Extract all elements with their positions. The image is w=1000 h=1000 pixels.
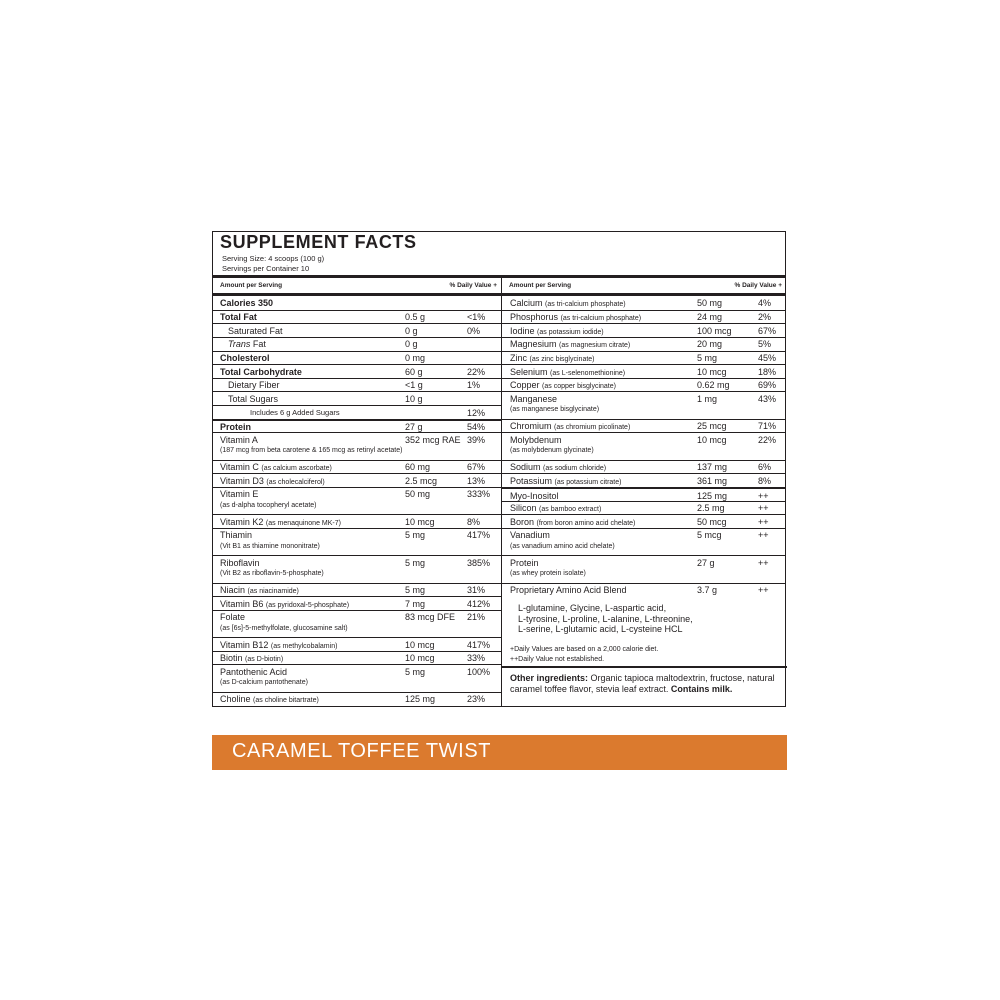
nutrient-source-note: (as vanadium amino acid chelate): [510, 542, 615, 550]
nutrient-source-note: (Vit B2 as riboflavin-5-phosphate): [220, 570, 324, 578]
nutrient-row: [213, 692, 501, 706]
nutrient-amount: 1 mg: [697, 393, 718, 404]
footnote-divider: [502, 666, 787, 668]
nutrient-row: [213, 310, 501, 324]
nutrient-amount: 2.5 mg: [697, 503, 725, 514]
nutrient-name: [510, 394, 557, 404]
nutrient-name: [510, 298, 626, 308]
nutrient-row: [502, 528, 786, 555]
nutrient-row: [502, 473, 786, 487]
nutrient-amount: 352 mcg RAE: [405, 434, 461, 445]
right-header-amount: Amount per Serving: [509, 282, 572, 289]
right-column: [502, 278, 786, 596]
nutrient-daily-value: 54%: [467, 422, 486, 433]
nutrient-source: (as potassium iodide): [537, 328, 604, 336]
nutrient-daily-value: 21%: [467, 612, 486, 623]
nutrient-amount: 10 mcg: [405, 639, 435, 650]
allergen-statement: Contains milk.: [670, 684, 733, 694]
blend-line: L-glutamine, Glycine, L-aspartic acid,: [518, 603, 667, 613]
nutrient-daily-value: ++: [758, 557, 769, 568]
nutrient-source: (as chromium picolinate): [554, 424, 631, 432]
nutrient-row: [502, 364, 786, 378]
nutrient-row: [213, 351, 501, 365]
nutrient-name-text: Total Sugars: [228, 393, 279, 404]
nutrient-amount: 5 mg: [405, 530, 426, 541]
nutrient-daily-value: 6%: [758, 462, 772, 473]
nutrient-name-text: Includes 6 g Added Sugars: [250, 407, 340, 417]
nutrient-row: [502, 501, 786, 515]
nutrient-row: [502, 419, 786, 433]
nutrient-daily-value: 67%: [467, 462, 486, 473]
nutrient-name: [510, 517, 635, 527]
nutrient-source: (as methylcobalamin): [270, 642, 338, 650]
nutrient-source: (as menaquinone MK-7): [265, 519, 341, 527]
nutrient-name-text: Biotin: [220, 653, 243, 664]
nutrient-row: [213, 419, 501, 433]
nutrient-name: [510, 462, 606, 472]
nutrient-name-text: Thiamin: [220, 530, 253, 541]
blend-line: L-tyrosine, L-proline, L-alanine, L-threonine,: [518, 613, 693, 624]
nutrient-name-text: Vitamin C: [220, 462, 259, 473]
nutrient-name: [510, 326, 604, 336]
nutrient-source: (as tri-calcium phosphate): [545, 300, 626, 308]
nutrient-name: [220, 530, 252, 540]
nutrient-row: [213, 555, 501, 582]
nutrient-daily-value: 100%: [467, 666, 491, 677]
nutrient-amount: 50 mcg: [697, 516, 727, 527]
nutrient-row: [213, 487, 501, 514]
nutrient-row: [502, 310, 786, 324]
nutrient-name: [510, 503, 601, 513]
nutrient-daily-value: 417%: [467, 639, 491, 650]
nutrient-daily-value: 18%: [758, 366, 777, 377]
nutrient-daily-value: 8%: [467, 516, 481, 527]
nutrient-name: [220, 435, 258, 445]
nutrient-name-text: Vanadium: [510, 530, 550, 541]
nutrient-daily-value: 22%: [758, 434, 777, 445]
flavor-name: CARAMEL TOFFEE TWIST: [232, 740, 492, 762]
nutrient-name-text: Proprietary Amino Acid Blend: [510, 585, 627, 596]
amino-blend-list: [518, 603, 693, 635]
nutrient-amount: 0.5 g: [405, 312, 426, 323]
nutrient-daily-value: 31%: [467, 585, 486, 596]
nutrient-daily-value: 8%: [758, 475, 772, 486]
nutrient-name: [220, 367, 302, 377]
nutrient-source-note: (as manganese bisglycinate): [510, 406, 600, 414]
nutrient-amount: 10 mcg: [697, 434, 727, 445]
nutrient-name-text: Potassium: [510, 475, 553, 486]
nutrient-amount: 50 mg: [405, 489, 431, 500]
nutrient-amount: 0.62 mg: [697, 380, 730, 391]
nutrient-amount: 125 mg: [405, 694, 436, 705]
nutrient-row: [502, 514, 786, 528]
nutrient-daily-value: 13%: [467, 475, 486, 486]
left-header-amount: Amount per Serving: [220, 282, 283, 289]
nutrient-amount: 24 mg: [697, 312, 723, 323]
nutrient-daily-value: 4%: [758, 297, 772, 308]
nutrient-source: (as zinc bisglycinate): [529, 356, 595, 364]
blend-line: L-serine, L-glutamic acid, L-cysteine HCL: [518, 624, 683, 635]
nutrient-name-text: Vitamin B6: [220, 598, 264, 609]
nutrient-row: [213, 323, 501, 337]
nutrient-name-text: Fat: [250, 339, 266, 350]
nutrient-row: [213, 651, 501, 665]
nutrient-name-text: Magnesium: [510, 339, 557, 350]
serving-size: Serving Size: 4 scoops (100 g): [222, 254, 325, 263]
nutrient-name: [228, 339, 266, 349]
nutrient-name-text: Cholesterol: [220, 353, 270, 364]
nutrient-row: [502, 583, 786, 597]
nutrient-name-text: Selenium: [510, 366, 548, 377]
nutrient-daily-value: 33%: [467, 653, 486, 664]
nutrient-daily-value: 22%: [467, 366, 486, 377]
nutrient-amount: 10 mcg: [405, 516, 435, 527]
right-rows: [502, 296, 786, 596]
nutrient-daily-value: 69%: [758, 380, 777, 391]
nutrient-amount: 7 mg: [405, 598, 426, 609]
nutrient-daily-value: 2%: [758, 312, 772, 323]
footnotes: [510, 645, 658, 665]
panel-title: SUPPLEMENT FACTS: [220, 232, 417, 252]
nutrient-row: [213, 583, 501, 597]
nutrient-source-note: (as d-alpha tocopheryl acetate): [220, 501, 317, 509]
nutrient-daily-value: 67%: [758, 325, 777, 336]
nutrient-name-text: Riboflavin: [220, 557, 260, 568]
flavor-banner: [212, 735, 787, 770]
nutrient-daily-value: ++: [758, 530, 769, 541]
nutrient-amount: 83 mcg DFE: [405, 612, 456, 623]
nutrient-name: [510, 312, 641, 322]
nutrient-name: [220, 558, 260, 568]
right-header-dv: % Daily Value +: [734, 282, 782, 289]
nutrient-source: (as sodium chloride): [543, 465, 607, 473]
nutrient-name-text: Saturated Fat: [228, 325, 283, 336]
nutrient-amount: 100 mcg: [697, 325, 732, 336]
nutrient-name-text: Calcium: [510, 297, 543, 308]
nutrient-name: [510, 558, 539, 568]
nutrient-source: (as copper bisglycinate): [542, 383, 616, 391]
nutrient-name-text: Vitamin E: [220, 489, 259, 500]
nutrient-amount: 10 g: [405, 393, 423, 404]
nutrient-daily-value: 43%: [758, 393, 777, 404]
nutrient-row: [213, 432, 501, 459]
nutrient-source-note: (187 mcg from beta carotene & 165 mcg as retinyl acetate): [220, 447, 403, 455]
nutrient-name-text: Zinc: [510, 353, 528, 364]
nutrient-amount: 10 mcg: [405, 653, 435, 664]
nutrient-row: [213, 364, 501, 378]
nutrient-name: [510, 585, 627, 595]
nutrient-name: [510, 421, 630, 431]
nutrient-name-text: Pantothenic Acid: [220, 666, 288, 677]
nutrient-source-note: (as D-calcium pantothenate): [220, 679, 308, 687]
nutrient-name-italic: Trans: [228, 339, 251, 350]
left-rows: [213, 296, 501, 705]
nutrient-daily-value: ++: [758, 490, 769, 501]
nutrient-row: [213, 405, 501, 419]
nutrient-name-text: Copper: [510, 380, 540, 391]
nutrient-source: (as cholecalciferol): [266, 478, 325, 486]
nutrient-name-text: Total Fat: [220, 312, 257, 323]
nutrient-source: (as L-selenomethionine): [550, 369, 626, 377]
nutrient-row: [213, 473, 501, 487]
nutrient-name: [510, 367, 625, 377]
nutrient-name: [220, 612, 245, 622]
nutrient-name: [510, 339, 630, 349]
nutrient-name-text: Total Carbohydrate: [220, 366, 302, 377]
other-ingredients: [510, 673, 786, 695]
nutrient-amount: 5 mg: [697, 353, 718, 364]
nutrient-daily-value: 39%: [467, 434, 486, 445]
nutrient-row: [502, 460, 786, 474]
nutrient-amount: 25 mcg: [697, 421, 727, 432]
left-header: [213, 278, 501, 296]
nutrient-source: (as calcium ascorbate): [261, 465, 332, 473]
nutrient-name: [250, 408, 340, 417]
nutrient-daily-value: 71%: [758, 421, 777, 432]
nutrient-daily-value: 333%: [467, 489, 491, 500]
nutrient-row: [213, 610, 501, 637]
nutrient-name: [220, 476, 325, 486]
nutrient-name-text: Folate: [220, 612, 246, 623]
nutrient-name: [228, 394, 278, 404]
nutrient-name: [220, 517, 341, 527]
nutrient-name: [220, 298, 273, 308]
nutrient-amount: 0 mg: [405, 353, 426, 364]
nutrient-name-text: Vitamin D3: [220, 475, 264, 486]
footnote-daily-values: +Daily Values are based on a 2,000 calorie diet.: [510, 646, 659, 653]
nutrient-name: [510, 476, 621, 486]
nutrient-source: (as magnesium citrate): [559, 342, 631, 350]
nutrient-amount: 5 mcg: [697, 530, 722, 541]
nutrient-daily-value: 1%: [467, 380, 481, 391]
nutrient-name-text: Vitamin B12: [220, 639, 269, 650]
nutrient-name-text: Protein: [510, 557, 539, 568]
nutrient-daily-value: <1%: [467, 312, 486, 323]
nutrient-daily-value: 23%: [467, 694, 486, 705]
nutrient-name-text: Boron: [510, 516, 535, 527]
nutrient-name: [228, 380, 280, 390]
nutrient-name: [220, 353, 270, 363]
other-ingredients-label: Other ingredients:: [510, 673, 589, 683]
nutrient-row: [213, 664, 501, 691]
servings-per-container: Servings per Container 10: [222, 264, 310, 273]
nutrient-row: [213, 637, 501, 651]
nutrient-row: [213, 337, 501, 351]
other-ingredients-text: Organic tapioca maltodextrin, fructose, natural caramel toffee flavor, stevia leaf extract.: [510, 673, 775, 694]
nutrient-row: [213, 528, 501, 555]
nutrient-source-note: (Vit B1 as thiamine mononitrate): [220, 542, 320, 550]
nutrient-name: [220, 489, 258, 499]
nutrient-source: (as bamboo extract): [539, 506, 602, 514]
nutrient-daily-value: 0%: [467, 325, 481, 336]
nutrient-daily-value: 45%: [758, 353, 777, 364]
nutrient-amount: 137 mg: [697, 462, 728, 473]
nutrient-name: [220, 653, 283, 663]
nutrient-source: (as choline bitartrate): [253, 697, 319, 705]
nutrient-amount: 5 mg: [405, 585, 426, 596]
nutrient-name-text: Dietary Fiber: [228, 380, 280, 391]
nutrient-amount: 10 mcg: [697, 366, 727, 377]
nutrient-source-note: (as whey protein isolate): [510, 570, 586, 578]
nutrient-amount: 125 mg: [697, 490, 728, 501]
right-header: [502, 278, 786, 296]
nutrient-amount: 50 mg: [697, 297, 723, 308]
nutrient-amount: 2.5 mcg: [405, 475, 438, 486]
nutrient-name-text: Protein: [220, 422, 252, 433]
nutrient-name: [220, 585, 299, 595]
nutrient-row: [502, 432, 786, 459]
nutrient-name: [228, 326, 283, 336]
nutrient-amount: 60 g: [405, 366, 423, 377]
nutrient-name: [220, 640, 337, 650]
nutrient-name-text: Choline: [220, 694, 251, 705]
nutrient-source: (from boron amino acid chelate): [536, 519, 636, 527]
nutrient-row: [213, 391, 501, 405]
nutrient-amount: 27 g: [405, 422, 423, 433]
nutrient-row: [502, 378, 786, 392]
nutrient-daily-value: ++: [758, 503, 769, 514]
nutrient-row: [213, 514, 501, 528]
nutrient-source: (as D-biotin): [245, 656, 284, 664]
nutrient-daily-value: ++: [758, 516, 769, 527]
nutrient-name: [220, 694, 319, 704]
left-header-dv: % Daily Value +: [449, 282, 497, 289]
nutrient-daily-value: 412%: [467, 598, 491, 609]
nutrient-source: (as pyridoxal-5-phosphate): [265, 601, 350, 609]
nutrient-row: [502, 391, 786, 418]
nutrient-row: [502, 296, 786, 310]
nutrient-name: [510, 530, 550, 540]
nutrient-amount: 27 g: [697, 557, 715, 568]
nutrient-daily-value: 417%: [467, 530, 491, 541]
nutrient-daily-value: 5%: [758, 339, 772, 350]
nutrient-amount: 5 mg: [405, 557, 426, 568]
nutrient-row: [213, 378, 501, 392]
nutrient-name-text: Myo-Inositol: [510, 490, 559, 501]
nutrient-daily-value: 12%: [467, 407, 486, 418]
nutrient-amount: 0 g: [405, 325, 418, 336]
nutrient-name: [220, 312, 257, 322]
nutrient-amount: 5 mg: [405, 666, 426, 677]
nutrient-name-text: Iodine: [510, 325, 535, 336]
nutrient-amount: 361 mg: [697, 475, 728, 486]
nutrient-name-text: Molybdenum: [510, 434, 562, 445]
nutrient-name: [510, 435, 562, 445]
nutrient-row: [213, 296, 501, 310]
nutrient-daily-value: ++: [758, 585, 769, 596]
nutrient-name-text: Vitamin K2: [220, 516, 264, 527]
nutrient-row: [213, 596, 501, 610]
nutrient-source-note: (as [6s]-5-methylfolate, glucosamine salt): [220, 624, 348, 632]
nutrient-name-text: Vitamin A: [220, 434, 258, 445]
nutrient-name: [220, 462, 332, 472]
left-column: [213, 278, 501, 705]
nutrient-source-note: (as molybdenum glycinate): [510, 447, 594, 455]
nutrient-amount: 0 g: [405, 339, 418, 350]
nutrient-amount: 3.7 g: [697, 585, 718, 596]
nutrient-name-text: Chromium: [510, 421, 552, 432]
nutrient-name-text: Phosphorus: [510, 312, 559, 323]
nutrient-name-text: Niacin: [220, 585, 246, 596]
nutrient-row: [502, 323, 786, 337]
nutrient-source: (as niacinamide): [247, 588, 299, 596]
nutrient-source: (as tri-calcium phosphate): [560, 315, 642, 323]
nutrient-name-text: Manganese: [510, 393, 558, 404]
nutrient-name: [510, 491, 559, 501]
supplement-facts-panel: [212, 231, 786, 707]
nutrient-daily-value: 385%: [467, 557, 491, 568]
nutrient-name-text: Sodium: [510, 462, 541, 473]
nutrient-amount: 20 mg: [697, 339, 723, 350]
nutrient-name: [220, 422, 251, 432]
nutrient-row: [502, 555, 786, 582]
nutrient-row: [502, 487, 786, 501]
nutrient-name: [220, 667, 287, 677]
nutrient-amount: 60 mg: [405, 462, 431, 473]
nutrient-row: [213, 460, 501, 474]
nutrient-source: (as potassium citrate): [554, 478, 622, 486]
nutrient-name-text: Silicon: [510, 503, 537, 514]
footnote-not-established: ++Daily Value not established.: [510, 656, 605, 663]
nutrient-name-text: Calories 350: [220, 297, 274, 308]
nutrient-name: [510, 353, 595, 363]
nutrient-name: [510, 380, 616, 390]
nutrient-row: [502, 351, 786, 365]
nutrient-amount: <1 g: [405, 380, 423, 391]
nutrient-row: [502, 337, 786, 351]
nutrient-name: [220, 599, 349, 609]
